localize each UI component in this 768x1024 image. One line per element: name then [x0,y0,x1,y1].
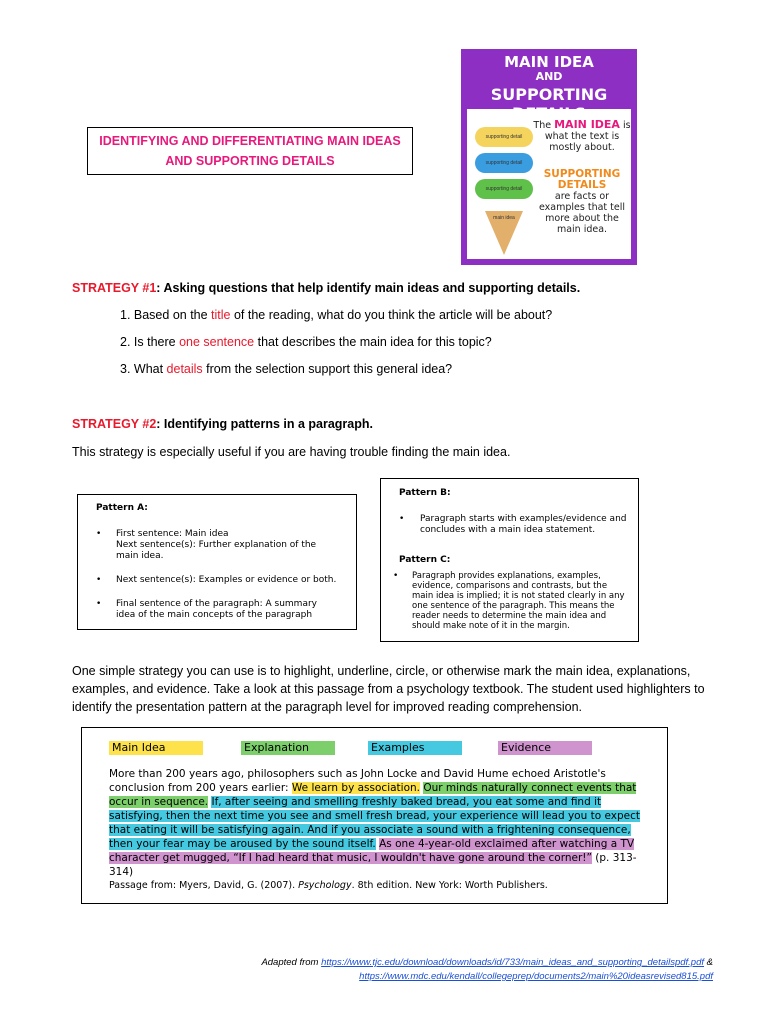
question-1-pre: 1. Based on the [120,308,212,322]
passage-citation [109,880,548,891]
pattern-c-l6: should make note of it in the margin. [412,621,570,631]
cone-label: main idea [493,215,515,221]
strategy-2-text: : Identifying patterns in a paragraph. [156,417,373,431]
main-idea-poster [461,49,637,265]
question-3-pre: 3. What [120,362,167,376]
pattern-a-heading: Pattern A: [96,503,148,513]
pattern-c-l1: Paragraph provides explanations, examples, [412,571,601,581]
question-2-em: one sentence [179,335,255,349]
pattern-a-bullet-3 [116,599,317,621]
poster-heading-line-2: AND [535,70,563,83]
question-3 [120,362,452,376]
strategy-2-intro: This strategy is especially useful if you are having trouble finding the main idea. [72,445,511,459]
pattern-bc-box [380,478,639,642]
footer-attribution [261,956,713,984]
citation-title: Psychology [298,880,352,891]
poster-text1-big: MAIN IDEA [554,118,620,131]
pattern-a-bullet-1 [116,529,316,562]
pattern-b-l1: Paragraph starts with examples/evidence and [420,514,627,524]
footer-link-mdc[interactable]: https://www.mdc.edu/kendall/collegeprep/documents2/main%20ideasrevised815.pdf [359,971,713,982]
footer-amp: & [704,957,713,968]
passage-main-idea: We learn by association. [291,782,420,794]
question-1-em: title [211,308,231,322]
poster-heading-line-1: MAIN IDEA [504,53,594,71]
footer-link-tjc[interactable]: https://www.tjc.edu/download/downloads/id/733/main_ideas_and_supporting_detailspdf.pdf [321,957,705,968]
pattern-a-b3-l2: idea of the main concepts of the paragraph [116,610,313,620]
highlight-strategy-paragraph: One simple strategy you can use is to highlight, underline, circle, or otherwise mark the main idea, explanations, examples, and evidence. Take a look at this passage from a psychology textbook. The student used highlighters to identify the presentation pattern at the paragraph level for improved reading comprehension. [72,664,705,714]
bullet-icon: • [96,575,102,585]
poster-supporting-text [533,169,631,235]
title-line-1: IDENTIFYING AND DIFFERENTIATING MAIN IDEAS [99,134,401,148]
legend-explanation: Explanation [241,741,335,755]
pattern-c-l3: main idea is implied; it is not stated clearly in any [412,591,625,601]
pattern-a-bullet-2: Next sentence(s): Examples or evidence or both. [116,575,337,585]
passage-examples: If, after seeing and smelling freshly baked bread, you eat some and find it satisfying, then the next time you see and smell fresh bread, your experience will lead you to expect that eating it will be satisfying again. And if you associate a sound with a frightening consequence, then your fear may be aroused by the sound itself. [109,796,640,850]
pattern-b-heading: Pattern B: [399,488,451,498]
bullet-icon: • [393,571,399,581]
passage-intro: More than 200 years ago, philosophers such as John Locke and David Hume echoed Aristotle's conclusion from 200 years earlier: [109,768,606,794]
question-1-post: of the reading, what do you think the article will be about? [230,308,553,322]
pattern-c-heading: Pattern C: [399,555,451,565]
poster-text2-big: SUPPORTING DETAILS [543,168,621,191]
question-3-em: details [166,362,203,376]
pattern-b-bullet [420,514,626,536]
pattern-a-b1-l2: Next sentence(s): Further explanation of the [116,540,317,550]
question-2 [120,335,492,349]
legend-evidence: Evidence [498,741,592,755]
poster-text2-post: are facts or examples that tell more about the main idea. [538,191,626,235]
poster-heading-line-3: SUPPORTING [490,85,608,104]
citation-pre: Passage from: Myers, David, G. (2007). [109,880,299,891]
citation-post: . 8th edition. New York: Worth Publishers. [351,880,548,891]
pattern-b-l2: concludes with a main idea statement. [420,525,596,535]
strategy-1-heading [72,281,580,295]
passage-box [81,727,668,904]
pattern-a-b1-l1: First sentence: Main idea [116,529,229,539]
pattern-a-b1-l3: main idea. [116,551,164,561]
passage-evidence: As one 4-year-old exclaimed after watching a TV character get mugged, “If I had heard that music, I wouldn't have gone around the corner!” [109,838,635,864]
strategy-2-heading [72,417,373,431]
scoop-blue: supporting detail [475,153,533,173]
poster-text1-pre: The [533,120,552,131]
pattern-a-b3-l1: Final sentence of the paragraph: A summary [116,599,317,609]
strategy-1-text: : Asking questions that help identify main ideas and supporting details. [156,281,581,295]
strategy-2-label: STRATEGY #2 [72,417,157,431]
pattern-a-box [77,494,357,630]
bullet-icon: • [96,599,102,609]
poster-text1-post: is what the text is mostly about. [544,120,631,153]
question-3-post: from the selection support this general idea? [202,362,453,376]
question-1 [120,308,552,322]
bullet-icon: • [96,529,102,539]
poster-main-idea-text [533,119,631,153]
pattern-c-l5: reader needs to determine the main idea and [412,611,607,621]
pattern-c-bullet [412,571,625,631]
scoop-yellow: supporting detail [475,127,533,147]
footer-pre: Adapted from [261,957,322,968]
title-line-2: AND SUPPORTING DETAILS [165,154,335,168]
question-2-pre: 2. Is there [120,335,180,349]
document-title [87,127,413,175]
strategy-1-label: STRATEGY #1 [72,281,157,295]
pattern-c-l2: evidence, comparisons and contrasts, but the [412,581,608,591]
poster-panel [467,109,631,259]
pattern-c-l4: one sentence of the paragraph. This means the [412,601,615,611]
passage-text [109,767,657,879]
bullet-icon: • [399,514,405,524]
passage-page-ref: (p. 313-314) [109,852,637,878]
poster-heading [461,49,637,107]
legend-main-idea: Main Idea [109,741,203,755]
legend-examples: Examples [368,741,462,755]
question-2-post: that describes the main idea for this topic? [254,335,492,349]
passage-explanation: Our minds naturally connect events that occur in sequence. [109,782,637,808]
scoop-green: supporting detail [475,179,533,199]
